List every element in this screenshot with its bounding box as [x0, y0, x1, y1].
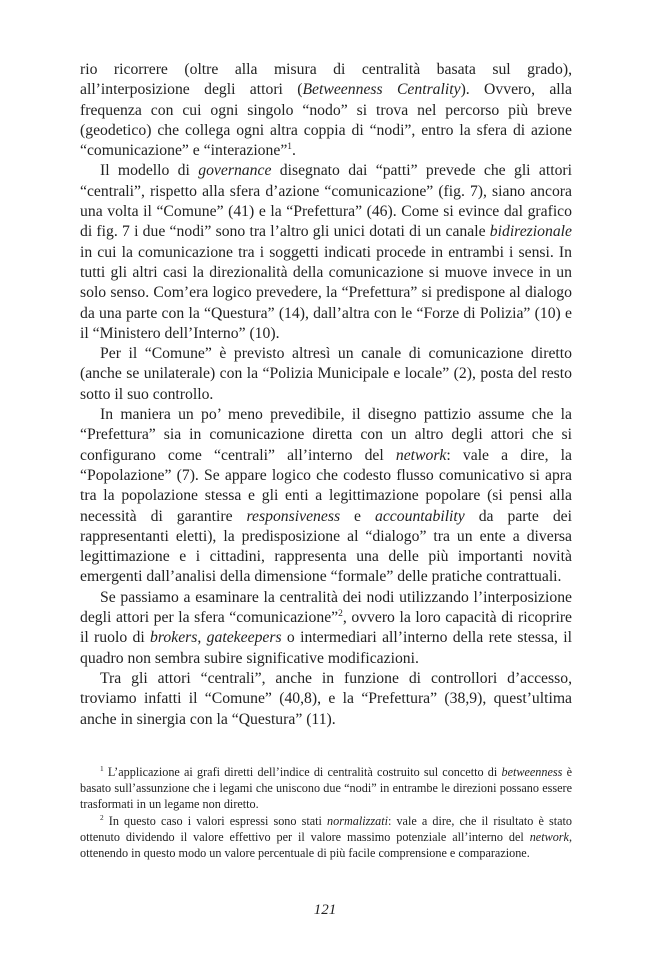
footnote-ref-1: 1	[287, 141, 292, 152]
body-text	[80, 60, 572, 730]
footnote-2: $^2$ In questo caso i valori espressi sono stati normalizzati: vale a dire, che il risultato è stato ottenuto dividendo il valore effettivo per il valore massimo potenziale all’interno del network, ottenendo in questo modo un valore percentuale di più facile comprensione e comparazione.	[80, 812, 572, 861]
page-number: 121	[313, 902, 337, 918]
paragraph-1: rio ricorrere (oltre alla misura di centralità basata sul grado), all’interposizione degli attori (Betweenness Centrality). Ovvero, alla frequenza con cui ogni singolo “nodo” si trova nel percorso più breve (geodetico) che collega ogni altra coppia di “nodi”, entro la sfera di azione “comunicazione” e “interazione”$^1$.	[80, 61, 572, 160]
paragraph-2: Il modello di governance disegnato dai “patti” prevede che gli attori “centrali”, rispetto alla sfera d’azione “comunicazione” (fig. 7), siano ancora una volta il “Comune” (41) e la “Prefettura” (46). Come si evince dal grafico di fig. 7 i due “nodi” sono tra l’altro gli unici dotati di un canale bidirezionale in cui la comunicazione tra i soggetti indicati procede in entrambi i sensi. In tutti gli altri casi la direzionalità della comunicazione si muove invece in un solo senso. Com’era logico prevedere, la “Prefettura” si predispone al dialogo da una parte con la “Questura” (14), dall’altra con le “Forze di Polizia” (10) e il “Ministero dell’Interno” (10).	[80, 162, 572, 342]
paragraph-4: In maniera un po’ meno prevedibile, il disegno pattizio assume che la “Prefettura” sia in comunicazione diretta con un altro degli attori che si configurano come “centrali” all’interno del network: vale a dire, la “Popolazione” (7). Se appare logico che codesto flusso comunicativo si apra tra la popolazione stessa e gli enti a legittimazione popolare (si pensi alla necessità di garantire responsiveness e accountability da parte dei rappresentanti eletti), la predisposizione al “dialogo” tra un ente a diversa legittimazione e i cittadini, rappresenta una delle più importanti novità emergenti dall’analisi della dimensione “formale” delle pratiche contrattuali.	[80, 406, 572, 586]
paragraph-5: Se passiamo a esaminare la centralità dei nodi utilizzando l’interposizione degli attori per la sfera “comunicazione”$^2$, ovvero la loro capacità di ricoprire il ruolo di brokers, gatekeepers o intermediari all’interno della rete stessa, il quadro non sembra subire significative modificazioni.	[80, 588, 573, 667]
footnote-ref-2: 2	[338, 608, 343, 619]
footnote-1: $^1$ L’applicazione ai grafi diretti dell’indice di centralità costruito sul concetto di betweenness è basato sull’assunzione che i legami che uniscono due “nodi” in entrambe le direzioni possano essere trasformati in un legame non diretto.	[80, 763, 572, 812]
paragraph-3: Per il “Comune” è previsto altresì un canale di comunicazione diretto (anche se unilaterale) con la “Polizia Municipale e locale” (2), posta del resto sotto il suo controllo.	[80, 345, 572, 403]
paragraph-6: Tra gli attori “centrali”, anche in funzione di controllori d’accesso, troviamo infatti il “Comune” (40,8), e la “Prefettura” (38,9), quest’ultima anche in sinergia con la “Questura” (11).	[80, 669, 572, 728]
footnotes	[80, 764, 572, 861]
